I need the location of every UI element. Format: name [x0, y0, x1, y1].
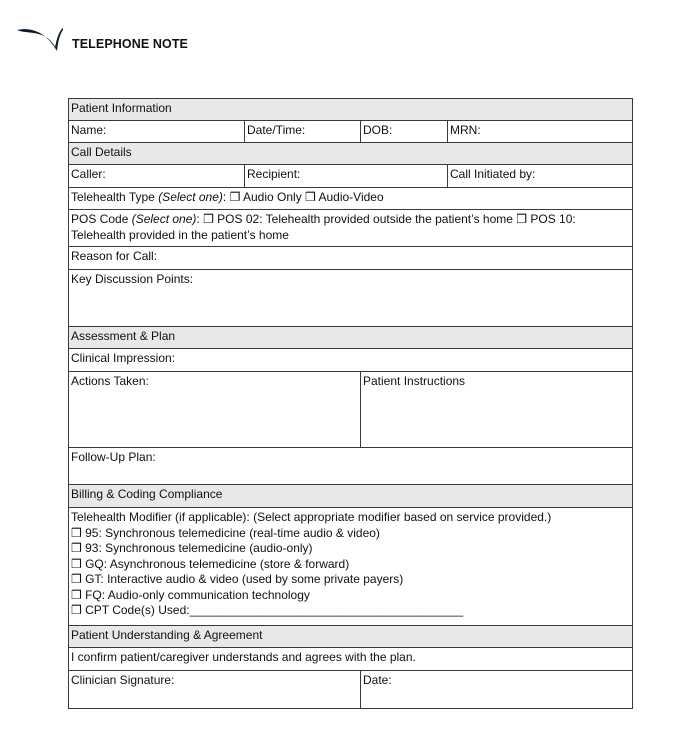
- section-patient-information: Patient Information: [69, 99, 633, 121]
- telephone-note-form: [68, 98, 633, 709]
- caller-field[interactable]: Caller:: [69, 165, 245, 188]
- audio-video-checkbox[interactable]: ❒ Audio-Video: [301, 190, 384, 204]
- reason-for-call-field[interactable]: Reason for Call:: [69, 247, 633, 270]
- pos-code-options[interactable]: : ❒ POS 02: Telehealth provided outside the patient’s home ❒ POS 10: Telehealth provided in the patient’s home: [71, 212, 576, 242]
- pos-code-label: POS Code: [71, 212, 132, 226]
- patient-instructions-field[interactable]: Patient Instructions: [361, 372, 633, 448]
- telehealth-type-label: Telehealth Type: [71, 190, 159, 204]
- call-initiated-field[interactable]: Call Initiated by:: [448, 165, 633, 188]
- modifier-95-checkbox[interactable]: ❒ 95: Synchronous telemedicine (real-time audio & video): [71, 525, 380, 540]
- section-assessment-plan: Assessment & Plan: [69, 327, 633, 349]
- section-call-details: Call Details: [69, 143, 633, 165]
- pos-code-field[interactable]: [69, 210, 633, 247]
- name-field[interactable]: Name:: [69, 121, 245, 143]
- select-one-hint: (Select one): [158, 190, 223, 204]
- datetime-field[interactable]: Date/Time:: [245, 121, 361, 143]
- telehealth-type-field[interactable]: [69, 188, 633, 210]
- cpt-codes-checkbox[interactable]: ❒ CPT Code(s) Used:_________________________________________: [71, 603, 464, 617]
- key-discussion-points-field[interactable]: Key Discussion Points:: [69, 270, 633, 327]
- page-title: TELEPHONE NOTE: [72, 37, 188, 51]
- mrn-field[interactable]: MRN:: [448, 121, 633, 143]
- modifier-93-checkbox[interactable]: ❒ 93: Synchronous telemedicine (audio-only): [71, 541, 313, 555]
- clinical-impression-field[interactable]: Clinical Impression:: [69, 349, 633, 372]
- select-one-hint: (Select one): [131, 212, 197, 226]
- wing-logo-icon: [17, 26, 63, 52]
- telehealth-modifier-field: [69, 508, 633, 626]
- confirm-statement: I confirm patient/caregiver understands and agrees with the plan.: [69, 648, 633, 671]
- section-patient-agreement: Patient Understanding & Agreement: [69, 626, 633, 648]
- recipient-field[interactable]: Recipient:: [245, 165, 448, 188]
- audio-only-checkbox[interactable]: ❒ Audio Only: [229, 190, 302, 204]
- modifier-gt-checkbox[interactable]: ❒ GT: Interactive audio & video (used by some private payers): [71, 572, 404, 586]
- colon: :: [222, 190, 230, 204]
- signature-date-field[interactable]: Date:: [361, 671, 633, 709]
- modifier-gq-checkbox[interactable]: ❒ GQ: Asynchronous telemedicine (store & forward): [71, 556, 350, 571]
- dob-field[interactable]: DOB:: [361, 121, 448, 143]
- section-billing-coding: Billing & Coding Compliance: [69, 485, 633, 508]
- clinician-signature-field[interactable]: Clinician Signature:: [69, 671, 361, 709]
- actions-taken-field[interactable]: Actions Taken:: [69, 372, 361, 448]
- follow-up-plan-field[interactable]: Follow-Up Plan:: [69, 448, 633, 485]
- modifier-intro: Telehealth Modifier (if applicable): (Select appropriate modifier based on service provided.): [71, 510, 552, 524]
- modifier-fq-checkbox[interactable]: ❒ FQ: Audio-only communication technology: [71, 587, 310, 602]
